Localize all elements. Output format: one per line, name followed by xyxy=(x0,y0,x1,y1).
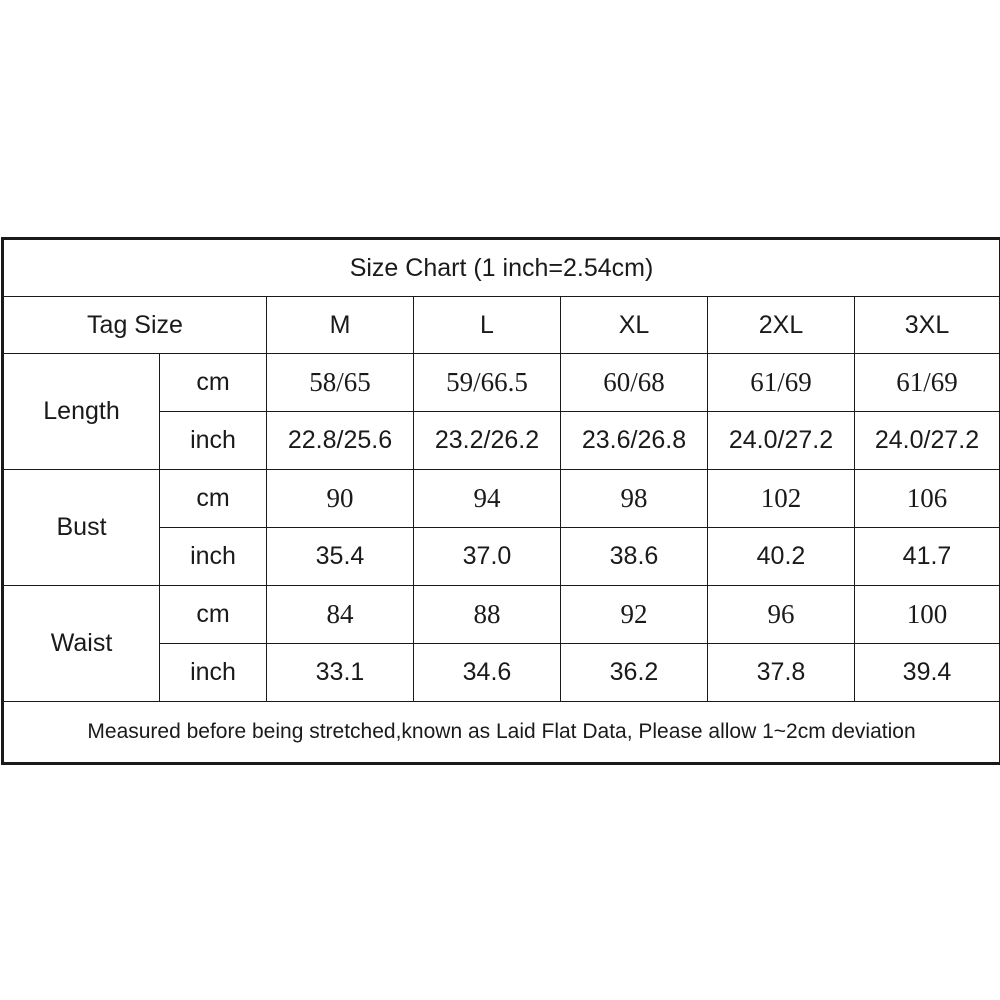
size-header-l: L xyxy=(414,297,561,354)
bust-label: Bust xyxy=(3,470,160,586)
length-cm-2xl: 61/69 xyxy=(708,354,855,412)
waist-cm-3xl: 100 xyxy=(855,586,1000,644)
bust-inch-xl: 38.6 xyxy=(561,528,708,586)
chart-title: Size Chart (1 inch=2.54cm) xyxy=(3,239,1000,297)
header-row xyxy=(3,297,1000,354)
tag-size-header: Tag Size xyxy=(3,297,267,354)
measurement-note: Measured before being stretched,known as Laid Flat Data, Please allow 1~2cm deviation xyxy=(3,702,1000,764)
length-inch-l: 23.2/26.2 xyxy=(414,412,561,470)
bust-inch-3xl: 41.7 xyxy=(855,528,1000,586)
size-header-2xl: 2XL xyxy=(708,297,855,354)
length-cm-unit: cm xyxy=(160,354,267,412)
waist-inch-unit: inch xyxy=(160,644,267,702)
length-inch-unit: inch xyxy=(160,412,267,470)
size-header-xl: XL xyxy=(561,297,708,354)
length-inch-m: 22.8/25.6 xyxy=(267,412,414,470)
size-header-m: M xyxy=(267,297,414,354)
length-cm-row xyxy=(3,354,1000,412)
waist-cm-unit: cm xyxy=(160,586,267,644)
waist-cm-l: 88 xyxy=(414,586,561,644)
length-inch-3xl: 24.0/27.2 xyxy=(855,412,1000,470)
waist-cm-row xyxy=(3,586,1000,644)
length-cm-3xl: 61/69 xyxy=(855,354,1000,412)
waist-cm-2xl: 96 xyxy=(708,586,855,644)
length-inch-xl: 23.6/26.8 xyxy=(561,412,708,470)
note-row xyxy=(3,702,1000,764)
bust-cm-2xl: 102 xyxy=(708,470,855,528)
bust-inch-l: 37.0 xyxy=(414,528,561,586)
length-label: Length xyxy=(3,354,160,470)
length-cm-xl: 60/68 xyxy=(561,354,708,412)
length-cm-l: 59/66.5 xyxy=(414,354,561,412)
bust-inch-2xl: 40.2 xyxy=(708,528,855,586)
title-row xyxy=(3,239,1000,297)
length-cm-m: 58/65 xyxy=(267,354,414,412)
waist-inch-xl: 36.2 xyxy=(561,644,708,702)
waist-inch-l: 34.6 xyxy=(414,644,561,702)
bust-cm-unit: cm xyxy=(160,470,267,528)
waist-inch-m: 33.1 xyxy=(267,644,414,702)
length-inch-2xl: 24.0/27.2 xyxy=(708,412,855,470)
bust-inch-m: 35.4 xyxy=(267,528,414,586)
waist-cm-xl: 92 xyxy=(561,586,708,644)
size-chart-table xyxy=(1,237,1000,765)
size-header-3xl: 3XL xyxy=(855,297,1000,354)
waist-cm-m: 84 xyxy=(267,586,414,644)
waist-label: Waist xyxy=(3,586,160,702)
waist-inch-3xl: 39.4 xyxy=(855,644,1000,702)
bust-cm-xl: 98 xyxy=(561,470,708,528)
waist-inch-2xl: 37.8 xyxy=(708,644,855,702)
bust-inch-unit: inch xyxy=(160,528,267,586)
bust-cm-3xl: 106 xyxy=(855,470,1000,528)
bust-cm-row xyxy=(3,470,1000,528)
bust-cm-m: 90 xyxy=(267,470,414,528)
bust-cm-l: 94 xyxy=(414,470,561,528)
